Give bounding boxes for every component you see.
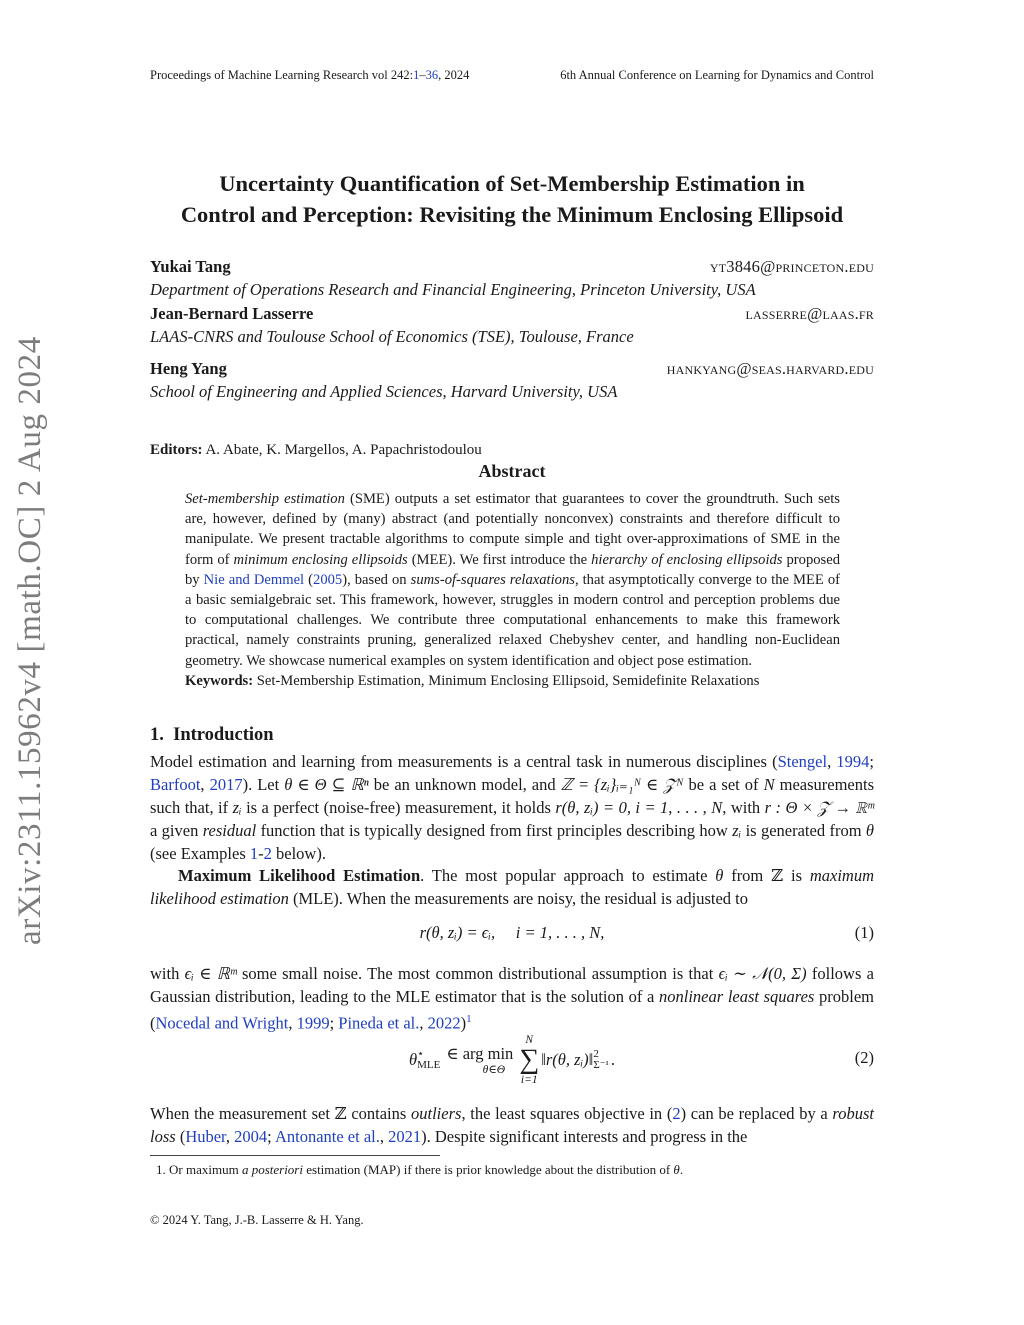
author-affiliation: School of Engineering and Applied Sciences, Harvard University, USA (150, 382, 618, 401)
intro-paragraph-3: with ϵᵢ ∈ ℝᵐ some small noise. The most common distributional assumption is that ϵᵢ ∼ 𝒩(0, Σ) follows a Gaussian distribution, leading to the MLE estimator that is the solution of a nonlinear least squares problem (Nocedal and Wright, 1999; Pineda et al., 2022)$^1$ (150, 964, 875, 1033)
equation-2-number: (2) (854, 1048, 874, 1067)
title-line-1: Uncertainty Quantification of Set-Membership Estimation in (219, 171, 805, 196)
author-block-1 (150, 255, 874, 301)
keywords-line: Keywords: Set-Membership Estimation, Minimum Enclosing Ellipsoid, Semidefinite Relaxations (185, 672, 760, 689)
author-affiliation: LAAS-CNRS and Toulouse School of Economics (TSE), Toulouse, France (150, 327, 634, 346)
citation-link[interactable]: Pineda et al. (338, 1013, 420, 1033)
equation-ref-link[interactable]: 2 (672, 1104, 681, 1123)
editors-line: Editors: A. Abate, K. Margellos, A. Papachristodoulou (150, 442, 482, 458)
abstract-heading: Abstract (478, 461, 546, 481)
author-block-3 (150, 357, 874, 403)
title-line-2: Control and Perception: Revisiting the Minimum Enclosing Ellipsoid (180, 202, 844, 227)
paper-title (100, 168, 924, 230)
footnote-rule (150, 1155, 440, 1156)
example-ref-link[interactable]: 2 (263, 844, 272, 863)
abstract-body: Set-membership estimation (SME) outputs a set estimator that guarantees to cover the groundtruth. Such sets are, however, defined by (many) abstract (and potentially nonconvex) constraints and therefore difficult to manipulate. We present tractable algorithms to compute simple and tight over-approximations of SME in the form of minimum enclosing ellipsoids (MEE). We first introduce the hierarchy of enclosing ellipsoids proposed by Nie and Demmel (2005), based on sums-of-squares relaxations, that asymptotically converge to the MEE of a basic semialgebraic set. This framework, however, struggles in modern control and perception problems due to computational challenges. We contribute three computational enhancements to make this framework practical, namely constraints pruning, generalized relaxed Chebyshev center, and handling non-Euclidean geometry. We showcase numerical examples on system identification and object pose estimation. Keywords: Set-Membership Estimation, Minimum Enclosing Ellipsoid, Semidefinite Relaxations (185, 489, 840, 691)
citation-link[interactable]: Nocedal and Wright (155, 1013, 289, 1033)
citation-year-link[interactable]: 2017 (209, 775, 243, 794)
footnote: 1. Or maximum a posteriori estimation (MAP) if there is prior knowledge about the distribution of θ. (156, 1162, 684, 1177)
author-email[interactable]: lasserre@laas.fr (745, 304, 874, 323)
equation-1-number: (1) (854, 923, 874, 942)
citation-year-link[interactable]: 2022 (427, 1013, 461, 1033)
intro-paragraph-1: Model estimation and learning from measurements is a central task in numerous disciplines (Stengel, 1994; Barfoot, 2017). Let θ ∈ Θ ⊆ ℝⁿ be an unknown model, and ℤ = {zᵢ}ᵢ₌₁ᴺ ∈ 𝒵ᴺ be a set of N measurements such that, if zᵢ is a perfect (noise-free) measurement, it holds r(θ, zᵢ) = 0, i = 1, . . . , N, with r : Θ × 𝒵 → ℝᵐ a given residual function that is typically designed from first principles describing how zᵢ is generated from θ (see Examples 1-2 below). (150, 752, 875, 863)
citation-year-link[interactable]: 1994 (836, 752, 870, 771)
example-ref-link[interactable]: 1 (249, 844, 259, 863)
author-email[interactable]: hankyang@seas.harvard.edu (666, 359, 874, 378)
citation-year-link[interactable]: 2005 (313, 571, 343, 588)
page-range-end-link[interactable]: 36 (425, 68, 439, 82)
author-name: Jean-Bernard Lasserre (150, 304, 314, 323)
author-email[interactable]: yt3846@princeton.edu (709, 257, 874, 276)
equation-1-body: r(θ, zᵢ) = ϵᵢ, i = 1, . . . , N, (419, 923, 605, 942)
equation-1 (150, 923, 874, 947)
citation-link[interactable]: Barfoot (150, 775, 201, 794)
footnote-marker-link[interactable]: 1 (466, 1013, 472, 1025)
section-heading: 1. Introduction (150, 725, 274, 745)
copyright-line: © 2024 Y. Tang, J.-B. Lasserre & H. Yang. (150, 1213, 364, 1227)
running-header-left: Proceedings of Machine Learning Research vol 242:1–36, 2024 (150, 68, 470, 82)
citation-link[interactable]: Stengel (777, 752, 828, 771)
author-name: Heng Yang (150, 359, 227, 378)
citation-year-link[interactable]: 2021 (388, 1127, 422, 1146)
citation-year-link[interactable]: 1999 (296, 1013, 330, 1033)
arxiv-stamp: arXiv:2311.15962v4 [math.OC] 2 Aug 2024 (12, 336, 48, 945)
citation-link[interactable]: Nie and Demmel (203, 571, 305, 588)
intro-paragraph-2: Maximum Likelihood Estimation. The most popular approach to estimate θ from ℤ is maximum likelihood estimation (MLE). When the measurements are noisy, the residual is adjusted to (150, 866, 874, 908)
author-block-2 (150, 302, 874, 348)
citation-link[interactable]: Antonante et al. (274, 1127, 380, 1146)
intro-paragraph-4: When the measurement set ℤ contains outliers, the least squares objective in (2) can be replaced by a robust loss (Huber, 2004; Antonante et al., 2021). Despite significant interests and progress in the (150, 1104, 874, 1146)
citation-link[interactable]: Huber (185, 1127, 226, 1146)
author-name: Yukai Tang (150, 257, 231, 276)
running-header-right: 6th Annual Conference on Learning for Dynamics and Control (560, 68, 874, 82)
citation-year-link[interactable]: 2004 (234, 1127, 268, 1146)
page-range-start-link[interactable]: 1 (413, 68, 420, 82)
equation-2 (150, 1030, 874, 1090)
author-affiliation: Department of Operations Research and Financial Engineering, Princeton University, USA (150, 280, 756, 299)
equation-2-body: θ ⋆ MLE ∈ arg min θ∈Θ N ∑ i=1 ‖r(θ, zᵢ)‖ 2 Σ⁻¹ . (409, 1034, 615, 1086)
